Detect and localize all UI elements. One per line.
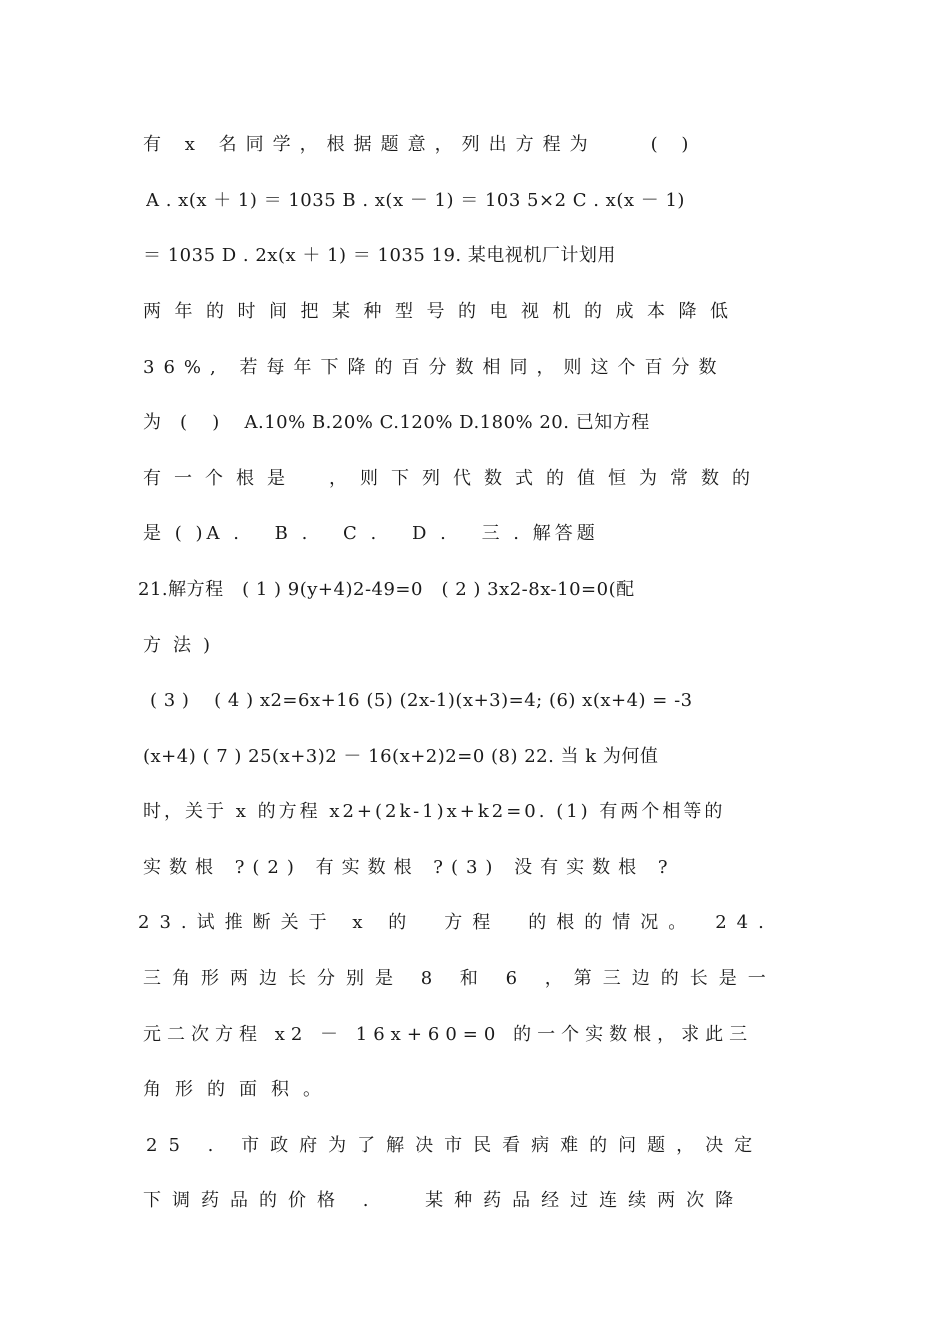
text-line: 为 ( ) A.10% B.20% C.120% D.180% 20. 已知方程 <box>143 412 650 433</box>
text-line: 时，关于 x 的方程 x2+(2k-1)x+k2=0. (1) 有两个相等的 <box>143 801 726 822</box>
text-line: 36%, 若每年下降的百分数相同，则这个百分数 <box>143 357 726 378</box>
text-line: ＝ 1035 D . 2x(x ＋ 1) ＝ 1035 19. 某电视机厂计划用 <box>143 245 616 266</box>
text-line: 有一个根是 ，则下列代数式的值恒为常数的 <box>143 468 763 489</box>
text-line: (x+4) ( 7 ) 25(x+3)2 － 16(x+2)2=0 (8) 22. 当 k 为何值 <box>143 746 659 767</box>
text-line: 21.解方程 ( 1 ) 9(y+4)2-49=0 ( 2 ) 3x2-8x-10=0(配 <box>138 579 635 600</box>
text-line: 下调药品的价格 . 某种药品经过连续两次降 <box>143 1190 745 1211</box>
text-line: 是 ( )A . B . C . D . 三 . 解答题 <box>143 523 599 544</box>
text-line: ( 3 ) ( 4 ) x2=6x+16 (5) (2x-1)(x+3)=4; (6) x(x+4) = -3 <box>150 690 693 711</box>
text-line: 有 x 名同学，根据题意，列出方程为 ( ) <box>143 134 698 155</box>
text-line: 方法) <box>143 635 223 656</box>
text-line: 元二次方程 x2 － 16x+60=0 的一个实数根，求此三 <box>143 1024 754 1045</box>
text-line: A . x(x ＋ 1) ＝ 1035 B . x(x － 1) ＝ 103 5×2 C . x(x － 1) <box>146 190 685 211</box>
text-line: 三角形两边长分别是 8 和 6 ，第三边的长是一 <box>143 968 777 989</box>
text-line: 23.试推断关于 x 的 方程 的根的情况。 24. <box>138 912 774 933</box>
text-line: 角形的面积。 <box>143 1079 335 1100</box>
text-line: 实数根 ?(2) 有实数根 ?(3) 没有实数根 ? <box>143 857 676 878</box>
text-line: 两年的时间把某种型号的电视机的成本降低 <box>143 301 742 322</box>
text-line: 25 . 市政府为了解决市民看病难的问题，决定 <box>146 1135 764 1156</box>
